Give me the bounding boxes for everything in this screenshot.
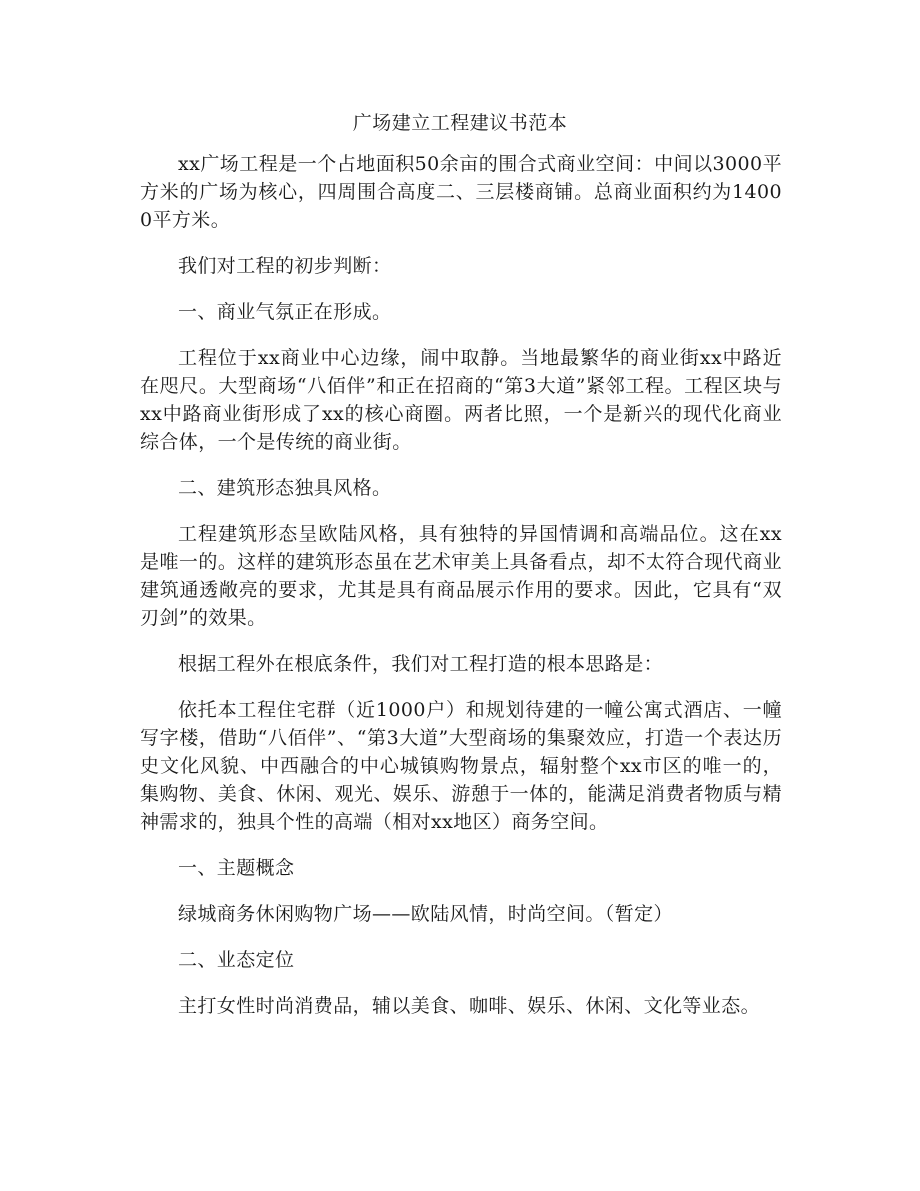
heading-architecture-style: 二、建筑形态独具风格。 [178,477,392,499]
paragraph-positioning: 依托本工程住宅群（近1000户）和规划待建的一幢公寓式酒店、一幢写字楼，借助“八佰伴”、“第3大道”大型商场的集聚效应，打造一个表达历史文化风貌、中西融合的中心城镇购物景点，辐射整个xx市区的唯一的，集购物、美食、休闲、观光、娱乐、游憩于一体的，能满足消费者物质与精神需求的，独具个性的高端（相对xx地区）商务空间。 [140,699,782,833]
paragraph-architecture: 工程建筑形态呈欧陆风格，具有独特的异国情调和高端品位。这在xx是唯一的。这样的建筑形态虽在艺术审美上具备看点，却不太符合现代商业建筑通透敞亮的要求，尤其是具有商品展示作用的要求。因此，它具有“双刃剑”的效果。 [140,523,782,629]
heading-theme-concept: 一、主题概念 [178,857,295,879]
paragraph-basic-approach: 根据工程外在根底条件，我们对工程打造的根本思路是： [178,653,664,675]
paragraph-location: 工程位于xx商业中心边缘，闹中取静。当地最繁华的商业街xx中路近在咫尺。大型商场“八佰伴”和正在招商的“第3大道”紧邻工程。工程区块与xx中路商业街形成了xx的核心商圈。两者比照，一个是新兴的现代化商业综合体，一个是传统的商业街。 [140,347,782,453]
heading-business-positioning: 二、业态定位 [178,949,295,971]
document-title: 广场建立工程建议书范本 [352,112,568,134]
paragraph-business-mix: 主打女性时尚消费品，辅以美食、咖啡、娱乐、休闲、文化等业态。 [178,995,761,1017]
document-body [140,150,782,1038]
paragraph-initial-judgment: 我们对工程的初步判断： [178,255,392,277]
heading-commercial-atmosphere: 一、商业气氛正在形成。 [178,301,392,323]
paragraph-project-overview: xx广场工程是一个占地面积50余亩的围合式商业空间：中间以3000平方米的广场为核心，四周围合高度二、三层楼商铺。总商业面积约为14000平方米。 [140,153,782,231]
paragraph-theme: 绿城商务休闲购物广场——欧陆风情，时尚空间。（暂定） [178,903,673,925]
